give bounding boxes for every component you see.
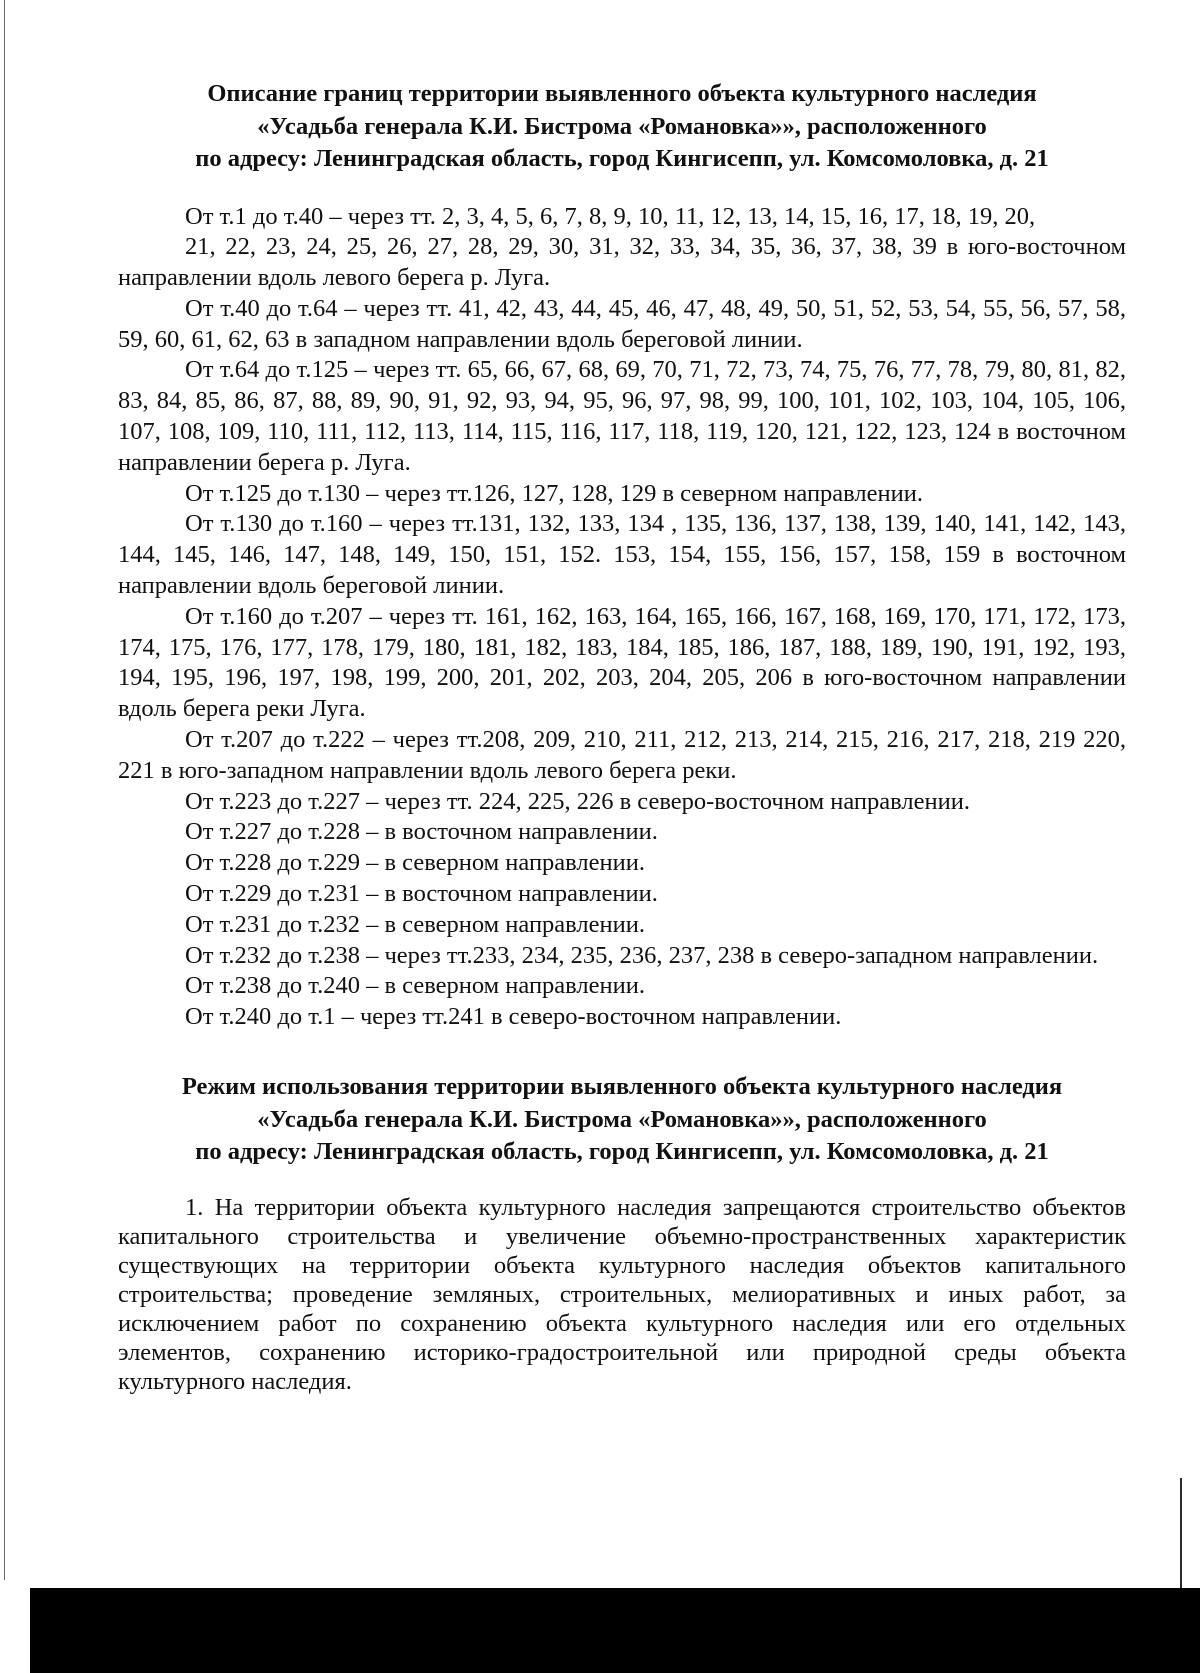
boundary-paragraph: От т.228 до т.229 – в северном направлении. — [185, 849, 645, 877]
boundary-paragraph: От т.238 до т.240 – в северном направлении. — [185, 972, 645, 1000]
document-page — [118, 78, 1126, 1396]
boundary-paragraph: От т.160 до т.207 – через тт. 161, 162, 163, 164, 165, 166, 167, 168, 169, 170, 171, 172, 173, 174, 175, 176, 177, 178, 179, 180, 181, 182, 183, 184, 185, 186, 187, 188, 189, 190, 191, 192, 193, 194, 195, 196, 197, 198, 199, 200, 201, 202, 203, 204, 205, 206 в юго-восточном направлении вдоль берега реки Луга. — [118, 602, 1126, 723]
heading-line: Режим использования территории выявленного объекта культурного наследия — [181, 1073, 1063, 1101]
heading-line: «Усадьба генерала К.И. Бистрома «Романовка»», расположенного — [257, 1105, 987, 1133]
boundary-paragraph: От т.207 до т.222 – через тт.208, 209, 210, 211, 212, 213, 214, 215, 216, 217, 218, 219 220, 221 в юго-западном направлении вдоль левого берега реки. — [118, 726, 1126, 784]
scan-black-border — [30, 1588, 1200, 1673]
regime-text — [118, 1193, 1126, 1396]
boundary-paragraph: От т.40 до т.64 – через тт. 41, 42, 43, 44, 45, 46, 47, 48, 49, 50, 51, 52, 53, 54, 55, 56, 57, 58, 59, 60, 61, 62, 63 в западном направлении вдоль береговой линии. — [118, 294, 1126, 353]
boundary-paragraph: От т.1 до т.40 – через тт. 2, 3, 4, 5, 6, 7, 8, 9, 10, 11, 12, 13, 14, 15, 16, 17, 18, 19, 20, — [185, 202, 1036, 230]
boundaries-text — [118, 202, 1126, 1034]
regime-paragraph: 1. На территории объекта культурного наследия запрещаются строительство объектов капитального строительства и увеличение объемно-пространственных характеристик существующих на территории объекта культурного наследия объектов капитального строительства; проведение земляных, строительных, мелиоративных и иных работ, за исключением работ по сохранению объекта культурного наследия или его отдельных элементов, сохранению историко-градостроительной или природной среды объекта культурного наследия. — [118, 1193, 1126, 1395]
heading-line: Описание границ территории выявленного объекта культурного наследия — [207, 80, 1037, 107]
scan-edge-line — [4, 0, 5, 1580]
heading-line: по адресу: Ленинградская область, город Кингисепп, ул. Комсомоловка, д. 21 — [195, 1138, 1049, 1166]
boundary-paragraph: От т.231 до т.232 – в северном направлении. — [185, 910, 645, 938]
boundary-paragraph: От т.232 до т.238 – через тт.233, 234, 235, 236, 237, 238 в северо-западном направлении. — [185, 941, 1099, 969]
boundary-paragraph: От т.229 до т.231 – в восточном направлении. — [185, 880, 658, 908]
heading-line: «Усадьба генерала К.И. Бистрома «Романовка»», расположенного — [257, 112, 987, 140]
boundaries-heading — [118, 78, 1126, 176]
boundary-paragraph: От т.240 до т.1 – через тт.241 в северо-восточном направлении. — [185, 1003, 842, 1031]
boundary-paragraph: 21, 22, 23, 24, 25, 26, 27, 28, 29, 30, 31, 32, 33, 34, 35, 36, 37, 38, 39 в юго-восточном направлении вдоль левого берега р. Луга. — [118, 233, 1126, 292]
boundary-paragraph: От т.223 до т.227 – через тт. 224, 225, 226 в северо-восточном направлении. — [185, 787, 970, 815]
boundary-paragraph: От т.227 до т.228 – в восточном направлении. — [185, 818, 658, 846]
boundary-paragraph: От т.125 до т.130 – через тт.126, 127, 128, 129 в северном направлении. — [185, 479, 923, 507]
boundary-paragraph: От т.64 до т.125 – через тт. 65, 66, 67, 68, 69, 70, 71, 72, 73, 74, 75, 76, 77, 78, 79, 80, 81, 82, 83, 84, 85, 86, 87, 88, 89, 90, 91, 92, 93, 94, 95, 96, 97, 98, 99, 100, 101, 102, 103, 104, 105, 106, 107, 108, 109, 110, 111, 112, 113, 114, 115, 116, 117, 118, 119, 120, 121, 122, 123, 124 в восточном направлении берега р. Луга. — [118, 356, 1126, 476]
scan-edge-mark — [1180, 1478, 1182, 1588]
heading-line: по адресу: Ленинградская область, город Кингисепп, ул. Комсомоловка, д. 21 — [195, 145, 1049, 172]
boundary-paragraph: От т.130 до т.160 – через тт.131, 132, 133, 134 , 135, 136, 137, 138, 139, 140, 141, 142, 143, 144, 145, 146, 147, 148, 149, 150, 151, 152. 153, 154, 155, 156, 157, 158, 159 в восточном направлении вдоль береговой линии. — [118, 510, 1126, 600]
regime-heading — [118, 1071, 1126, 1169]
